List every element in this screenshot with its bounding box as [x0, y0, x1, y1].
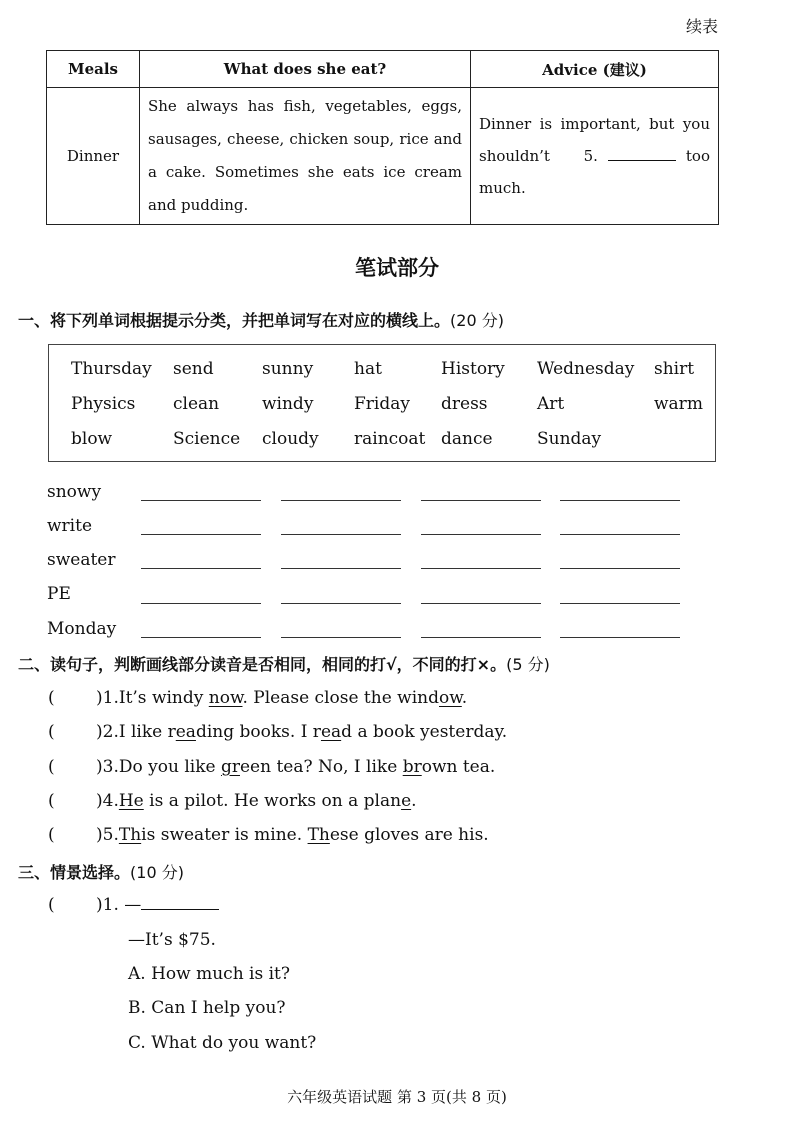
answer-line[interactable] — [421, 603, 541, 604]
item-number: )1. — — [96, 895, 142, 915]
sentence-part: I like r — [118, 722, 176, 742]
word: hat — [354, 359, 382, 379]
underlined-part: He — [118, 791, 144, 811]
word: dress — [441, 394, 488, 414]
sentence-part: own tea. — [421, 757, 496, 777]
sentence-part: ding books. I r — [195, 722, 321, 742]
word: windy — [262, 394, 314, 414]
option-b: B. Can I help you? — [128, 998, 286, 1018]
q1-points: (20 分) — [450, 311, 504, 330]
answer-paren[interactable]: ( — [48, 757, 55, 777]
answer-paren[interactable]: ( — [48, 895, 55, 915]
item-number: )1. — [96, 688, 119, 708]
answer-line[interactable] — [421, 637, 541, 638]
table-header-row — [47, 51, 719, 88]
word: Friday — [354, 394, 410, 414]
word: Physics — [71, 394, 136, 414]
answer-line[interactable] — [281, 500, 401, 501]
q2-header-text: 二、读句子，判断画线部分读音是否相同，相同的打√，不同的打×。 — [18, 655, 507, 674]
sentence-part: d a book yesterday. — [341, 722, 508, 742]
answer-line[interactable] — [560, 500, 680, 501]
header-advice: Advice (建议) — [471, 51, 719, 88]
advice-text-before: Dinner is important, but you shouldn’t 5. — [479, 115, 710, 165]
word: Sunday — [537, 429, 602, 449]
continued-label: 续表 — [685, 17, 718, 36]
item-number: )5. — [96, 825, 119, 845]
answer-line[interactable] — [141, 603, 261, 604]
underlined-part: ea — [175, 722, 196, 742]
sentence-part: een tea? No, I like — [239, 757, 403, 777]
word: Wednesday — [537, 359, 635, 379]
answer-blank[interactable] — [608, 146, 676, 161]
word: Art — [537, 394, 565, 414]
word: blow — [71, 429, 113, 449]
meals-table — [46, 50, 719, 225]
category-label: PE — [47, 584, 71, 604]
option-c: C. What do you want? — [128, 1033, 317, 1053]
underlined-part: br — [402, 757, 422, 777]
dialogue-line: —It’s $75. — [128, 930, 216, 950]
underlined-part: Th — [118, 825, 142, 845]
category-label: sweater — [47, 550, 116, 570]
answer-paren[interactable]: ( — [48, 791, 55, 811]
word: sunny — [262, 359, 314, 379]
answer-line[interactable] — [141, 637, 261, 638]
eat-cell: She always has fish, vegetables, eggs, sausages, cheese, chicken soup, rice and a cake. Sometimes she eats ice cream and pudding. — [140, 88, 471, 225]
answer-line[interactable] — [141, 500, 261, 501]
header-meals: Meals — [47, 51, 140, 88]
answer-paren[interactable]: ( — [48, 722, 55, 742]
sentence-part: is a pilot. He works on a plan — [143, 791, 402, 811]
answer-line[interactable] — [421, 534, 541, 535]
answer-line[interactable] — [560, 534, 680, 535]
sentence-part: Do you like — [118, 757, 221, 777]
answer-line[interactable] — [281, 568, 401, 569]
word: clean — [173, 394, 220, 414]
q3-item — [48, 895, 219, 915]
word: Science — [173, 429, 241, 449]
word: cloudy — [262, 429, 319, 449]
sentence-part: . — [411, 791, 417, 811]
dialogue-blank[interactable] — [141, 895, 219, 910]
sentence-part: . Please close the wind — [242, 688, 439, 708]
q3-header-text: 三、情景选择。 — [18, 863, 131, 882]
q2-points: (5 分) — [506, 655, 550, 674]
q1-header-text: 一、将下列单词根据提示分类，并把单词写在对应的横线上。 — [18, 311, 451, 330]
q2-item — [48, 688, 467, 708]
table-row — [47, 88, 719, 225]
q1-header — [18, 308, 504, 331]
word-box — [48, 344, 716, 462]
category-label: write — [47, 516, 93, 536]
sentence-part: ese gloves are his. — [329, 825, 489, 845]
answer-line[interactable] — [560, 568, 680, 569]
answer-line[interactable] — [560, 603, 680, 604]
answer-line[interactable] — [281, 534, 401, 535]
word: Thursday — [71, 359, 152, 379]
section-title: 笔试部分 — [355, 256, 439, 280]
q2-item — [48, 757, 495, 777]
advice-text-after: too much. — [479, 147, 710, 197]
answer-line[interactable] — [281, 637, 401, 638]
category-label: Monday — [47, 619, 117, 639]
underlined-part: Th — [307, 825, 330, 845]
answer-line[interactable] — [421, 568, 541, 569]
sentence-part: . — [461, 688, 468, 708]
answer-paren[interactable]: ( — [48, 825, 55, 845]
q2-item — [48, 722, 507, 742]
answer-line[interactable] — [281, 603, 401, 604]
underlined-part: ea — [320, 722, 342, 742]
word: raincoat — [354, 429, 426, 449]
item-number: )3. — [96, 757, 119, 777]
underlined-part: now — [208, 688, 243, 708]
category-label: snowy — [47, 482, 102, 502]
sentence-part: is sweater is mine. — [141, 825, 308, 845]
word: History — [441, 359, 505, 379]
q2-item — [48, 825, 489, 845]
q3-points: (10 分) — [130, 863, 184, 882]
word: warm — [654, 394, 703, 414]
answer-line[interactable] — [421, 500, 541, 501]
header-what-eat: What does she eat? — [140, 51, 471, 88]
item-number: )4. — [96, 791, 119, 811]
advice-cell — [471, 88, 719, 225]
word: send — [173, 359, 214, 379]
q2-item — [48, 791, 417, 811]
option-a: A. How much is it? — [128, 964, 290, 984]
item-number: )2. — [96, 722, 119, 742]
answer-line[interactable] — [141, 534, 261, 535]
word: dance — [441, 429, 493, 449]
underlined-part: e — [401, 791, 412, 811]
meal-cell: Dinner — [47, 88, 140, 225]
answer-line[interactable] — [141, 568, 261, 569]
sentence-part: It’s windy — [118, 688, 209, 708]
underlined-part: ow — [439, 688, 462, 708]
answer-paren[interactable]: ( — [48, 688, 55, 708]
word: shirt — [654, 359, 695, 379]
page-footer: 六年级英语试题 第 3 页(共 8 页) — [287, 1088, 507, 1106]
q3-header — [18, 860, 184, 883]
answer-line[interactable] — [560, 637, 680, 638]
underlined-part: gr — [220, 757, 240, 777]
q2-header — [18, 652, 550, 675]
